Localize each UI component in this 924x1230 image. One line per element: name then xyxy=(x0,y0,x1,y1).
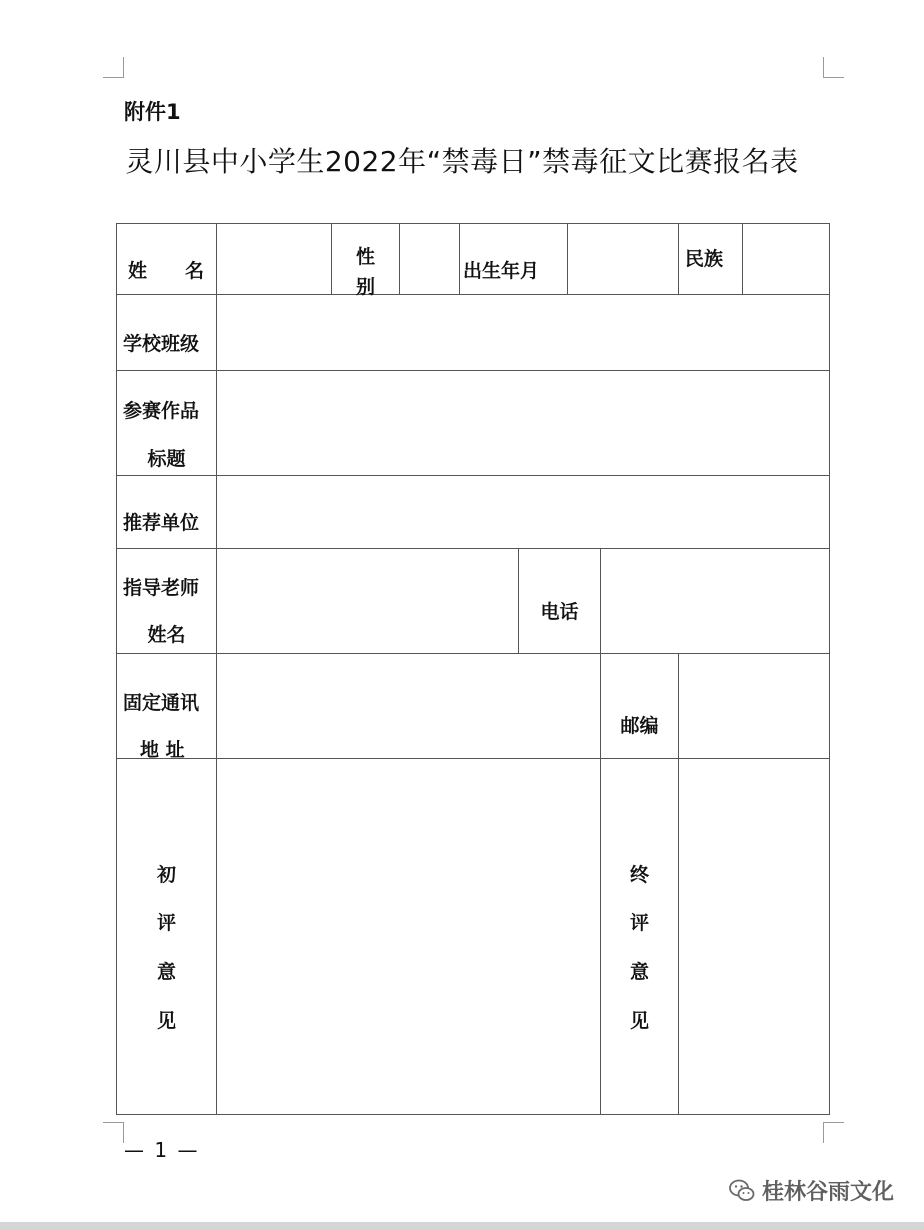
initial-review-char: 见 xyxy=(156,1010,176,1032)
teacher-field[interactable] xyxy=(216,548,519,654)
watermark-text: 桂林谷雨文化 xyxy=(761,1180,894,1205)
watermark xyxy=(728,1175,894,1206)
final-review-char: 评 xyxy=(629,912,649,934)
final-review-field[interactable] xyxy=(678,758,830,1115)
initial-review-field[interactable] xyxy=(216,758,601,1115)
initial-review-char: 意 xyxy=(156,961,176,983)
initial-review-label-cell xyxy=(116,758,217,1115)
attachment-label: 附件1 xyxy=(124,100,181,124)
phone-label: 电话 xyxy=(540,601,579,623)
ethnicity-field[interactable] xyxy=(742,223,830,295)
school-class-field[interactable] xyxy=(216,294,830,371)
teacher-label-top: 指导老师 xyxy=(123,577,200,599)
ethnicity-label: 民族 xyxy=(685,248,724,270)
final-review-char: 意 xyxy=(629,961,649,983)
address-label-bottom: 地 址 xyxy=(140,739,185,761)
work-title-label-top: 参赛作品 xyxy=(123,400,200,422)
teacher-label-bottom: 姓名 xyxy=(147,624,186,646)
work-title-label-bottom: 标题 xyxy=(147,448,186,470)
work-title-field[interactable] xyxy=(216,370,830,476)
document-title: 灵川县中小学生2022年“禁毒日”禁毒征文比赛报名表 xyxy=(125,145,799,178)
postcode-field[interactable] xyxy=(678,653,830,759)
name-field[interactable] xyxy=(216,223,332,295)
corner-mark-bottom-right xyxy=(823,1122,844,1143)
birth-field[interactable] xyxy=(567,223,679,295)
corner-mark-bottom-left xyxy=(103,1122,124,1143)
postcode-label: 邮编 xyxy=(620,715,659,737)
address-field[interactable] xyxy=(216,653,601,759)
recommend-unit-field[interactable] xyxy=(216,475,830,549)
final-review-char: 终 xyxy=(629,864,649,886)
postcode-label-cell xyxy=(600,653,679,759)
page-number: — 1 — xyxy=(124,1138,200,1162)
bottom-bar xyxy=(0,1222,924,1230)
address-label-top: 固定通讯 xyxy=(123,692,200,714)
school-class-label: 学校班级 xyxy=(123,333,200,355)
gender-label-top: 性 xyxy=(355,246,375,268)
gender-field[interactable] xyxy=(399,223,460,295)
final-review-char: 见 xyxy=(629,1010,649,1032)
initial-review-char: 评 xyxy=(156,912,176,934)
initial-review-char: 初 xyxy=(156,864,176,886)
wechat-icon xyxy=(728,1177,756,1205)
birth-label: 出生年月 xyxy=(463,260,540,282)
phone-field[interactable] xyxy=(600,548,830,654)
gender-label-bottom: 别 xyxy=(355,276,375,298)
corner-mark-top-right xyxy=(823,57,844,78)
name-label: 姓 名 xyxy=(128,260,205,282)
recommend-unit-label: 推荐单位 xyxy=(123,512,200,534)
corner-mark-top-left xyxy=(103,57,124,78)
final-review-label-cell xyxy=(600,758,679,1115)
